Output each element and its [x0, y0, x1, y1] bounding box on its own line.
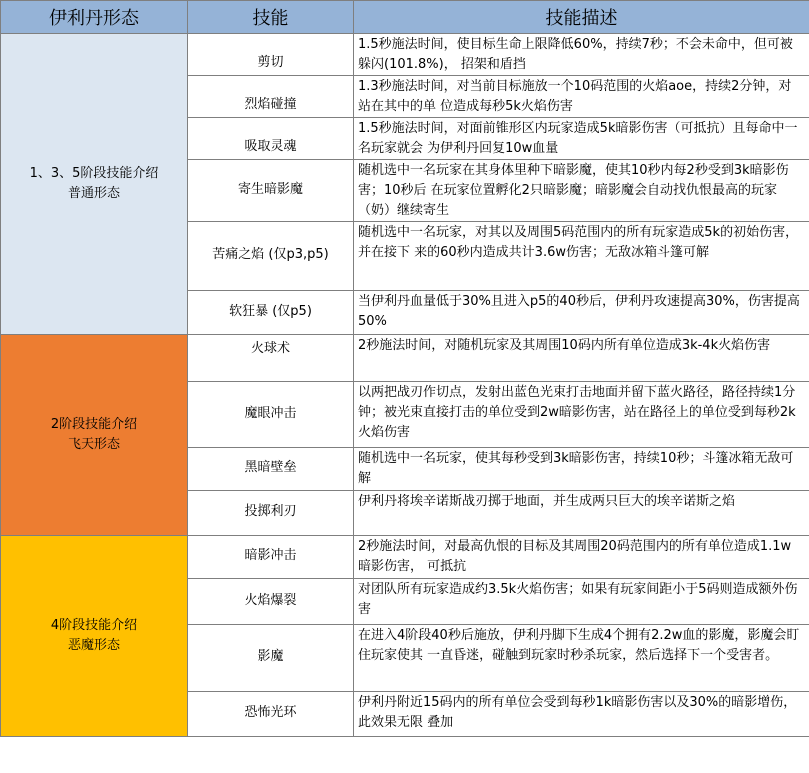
- skill-name: 黑暗壁垒: [188, 448, 354, 491]
- skill-name: 吸取灵魂: [188, 118, 354, 160]
- skill-description: 当伊利丹血量低于30%且进入p5的40秒后，伊利丹攻速提高30%，伤害提高50%: [354, 291, 809, 335]
- table-row: [1, 536, 809, 579]
- skill-description: 随机选中一名玩家，使其每秒受到3k暗影伤害，持续10秒；斗篷冰箱无敌可解: [354, 448, 809, 491]
- skill-name: 暗影冲击: [188, 536, 354, 579]
- skill-name: 火球术: [188, 335, 354, 382]
- phase-title: 1、3、5阶段技能介绍: [29, 166, 159, 181]
- table-row: [1, 335, 809, 382]
- skill-description: 2秒施法时间，对随机玩家及其周围10码内所有单位造成3k-4k火焰伤害: [354, 335, 809, 382]
- header-row: [1, 1, 809, 34]
- header-form: 伊利丹形态: [1, 1, 188, 34]
- skill-name: 火焰爆裂: [188, 579, 354, 625]
- skill-name: 软狂暴 (仅p5): [188, 291, 354, 335]
- phase-cell-normal: [1, 34, 188, 335]
- skill-description: 1.5秒施法时间，使目标生命上限降低60%，持续7秒；不会未命中，但可被躲闪(101.8%)， 招架和盾挡: [354, 34, 809, 76]
- skill-name: 苦痛之焰 (仅p3,p5): [188, 222, 354, 291]
- skill-description: 随机选中一名玩家在其身体里种下暗影魔，使其10秒内每2秒受到3k暗影伤害；10秒后 在玩家位置孵化2只暗影魔；暗影魔会自动找仇恨最高的玩家（奶）继续寄生: [354, 160, 809, 222]
- skill-description: 随机选中一名玩家，对其以及周围5码范围内的所有玩家造成5k的初始伤害，并在接下 来的60秒内造成共计3.6w伤害；无敌冰箱斗篷可解: [354, 222, 809, 291]
- phase-title: 2阶段技能介绍: [50, 417, 138, 432]
- phase-form: 普通形态: [67, 186, 120, 201]
- phase-title: 4阶段技能介绍: [50, 618, 138, 633]
- skill-description: 1.5秒施法时间，对面前锥形区内玩家造成5k暗影伤害（可抵抗）且每命中一名玩家就会 为伊利丹回复10w血量: [354, 118, 809, 160]
- header-description: 技能描述: [354, 1, 809, 34]
- header-skill: 技能: [188, 1, 354, 34]
- skill-description: 2秒施法时间，对最高仇恨的目标及其周围20码范围内的所有单位造成1.1w暗影伤害， 可抵抗: [354, 536, 809, 579]
- skill-description: 1.3秒施法时间，对当前目标施放一个10码范围的火焰aoe，持续2分钟，对站在其中的单 位造成每秒5k火焰伤害: [354, 76, 809, 118]
- skill-name: 恐怖光环: [188, 692, 354, 737]
- table-row: [1, 34, 809, 76]
- skill-name: 魔眼冲击: [188, 382, 354, 448]
- skill-name: 投掷利刃: [188, 491, 354, 536]
- phase-form: 飞天形态: [67, 437, 120, 452]
- phase-form: 恶魔形态: [67, 638, 120, 653]
- skill-name: 烈焰碰撞: [188, 76, 354, 118]
- phase-cell-demon: [1, 536, 188, 737]
- skill-description: 在进入4阶段40秒后施放，伊利丹脚下生成4个拥有2.2w血的影魔，影魔会盯住玩家使其 一直昏迷，碰触到玩家时秒杀玩家，然后选择下一个受害者。: [354, 625, 809, 692]
- skill-name: 剪切: [188, 34, 354, 76]
- skill-name: 影魔: [188, 625, 354, 692]
- skill-description: 对团队所有玩家造成约3.5k火焰伤害；如果有玩家间距小于5码则造成额外伤害: [354, 579, 809, 625]
- phase-cell-flying: [1, 335, 188, 536]
- skill-name: 寄生暗影魔: [188, 160, 354, 222]
- skill-description: 伊利丹将埃辛诺斯战刃掷于地面，并生成两只巨大的埃辛诺斯之焰: [354, 491, 809, 536]
- skill-description: 以两把战刃作切点，发射出蓝色光束打击地面并留下蓝火路径，路径持续1分钟；被光束直接打击的单位受到2w暗影伤害，站在路径上的单位受到每秒2k火焰伤害: [354, 382, 809, 448]
- skill-description: 伊利丹附近15码内的所有单位会受到每秒1k暗影伤害以及30%的暗影增伤，此效果无限 叠加: [354, 692, 809, 737]
